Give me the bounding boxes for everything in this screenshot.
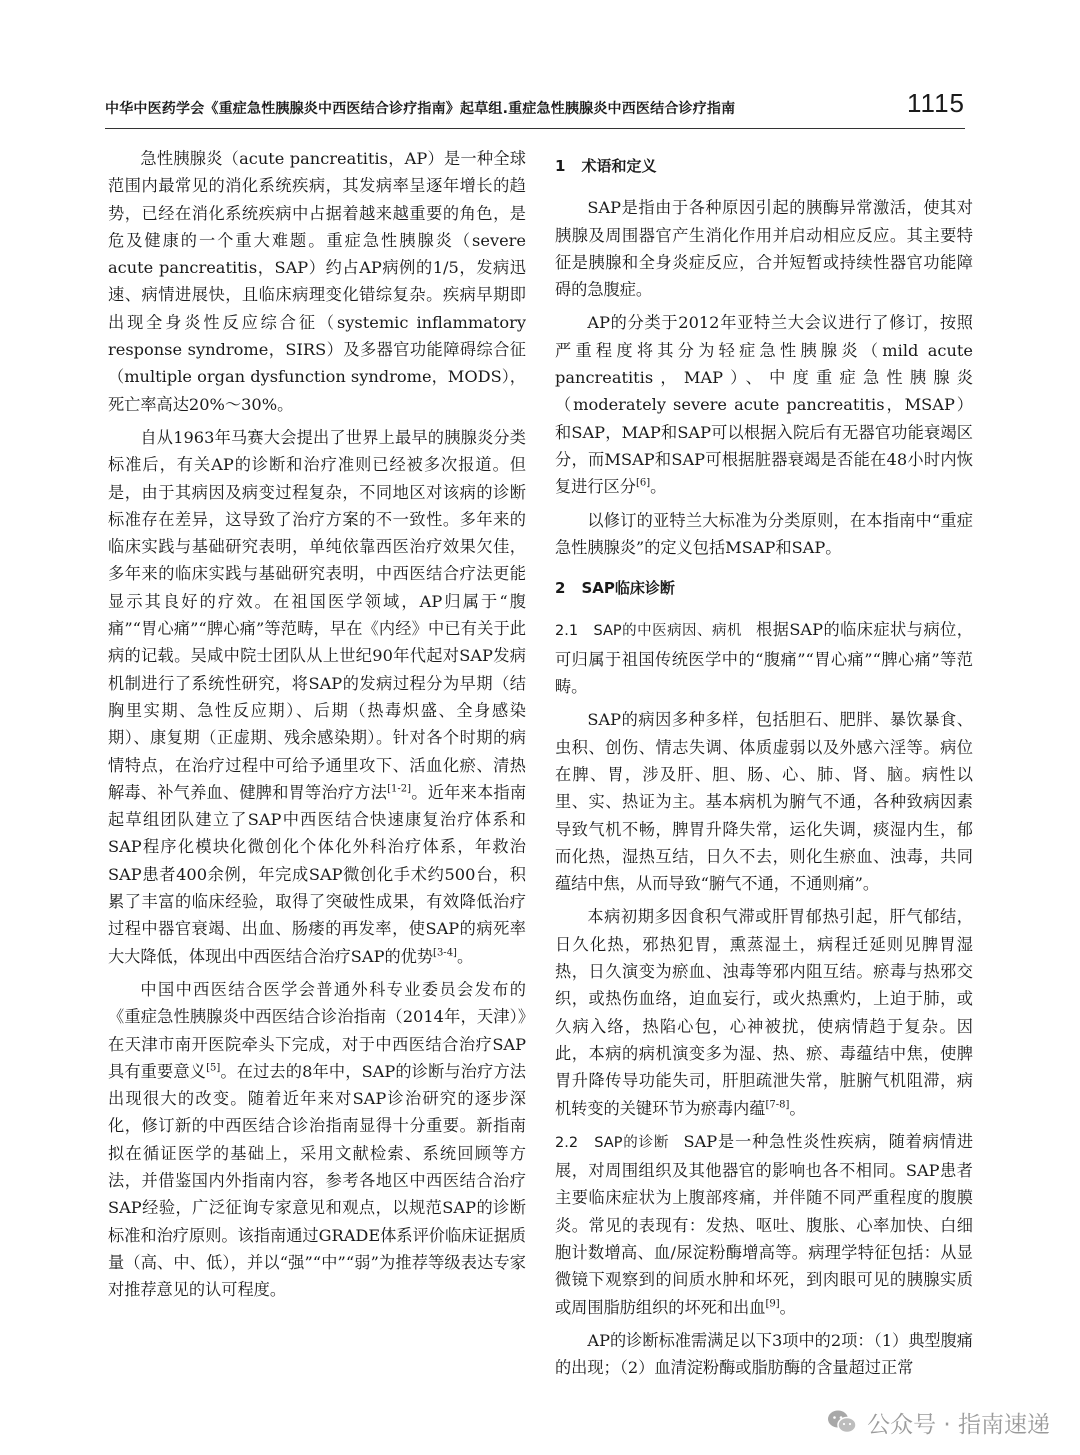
paragraph-guideline: 中国中西医结合医学会普通外科专业委员会发布的《重症急性胰腺炎中西医结合诊治指南（2014年，天津）》在天津市南开医院牵头下完成，对于中西医结合治疗SAP具有重要意义[5]。在过去的8年中，SAP的诊断与治疗方法出现很大的改变。随着近年来对SAP诊治研究的逐步深化，修订新的中西医结合诊治指南显得十分重要。新指南拟在循证医学的基础上，采用文献检索、系统回顾等方法，并借鉴国内外指南内容，参考各地区中西医结合治疗SAP经验，广泛征询专家意见和观点，以规范SAP的诊断标准和治疗原则。该指南通过GRADE体系评价临床证据质量（高、中、低），并以“强”“中”“弱”为推荐等级表达专家对推荐意见的认可程度。 <box>108 979 526 1300</box>
subsection-title: 2.1 SAP的中医病因、病机 <box>555 623 742 640</box>
citation[interactable]: [9] <box>765 1298 780 1310</box>
paragraph-classification: AP的分类于2012年亚特兰大会议进行了修订，按照严重程度将其分为轻症急性胰腺炎（mild acute pancreatitis，MAP）、中度重症急性胰腺炎（moderately severe acute pancreatitis，MSAP）和SAP，MAP和SAP可以根据入院后有无器官功能衰竭区分，而MSAP和SAP可根据脏器衰竭是否能在48小时内恢复进行区分[6]。 <box>555 313 973 497</box>
watermark-text: 公众号 · 指南速递 <box>867 1411 1050 1438</box>
citation[interactable]: [5] <box>206 1062 221 1074</box>
subsection-title: 2.2 SAP的诊断 <box>555 1134 670 1151</box>
paragraph-etiology: SAP的病因多种多样，包括胆石、肥胖、暴饮暴食、虫积、创伤、情志失调、体质虚弱以及外感六淫等。病位在脾、胃，涉及肝、胆、肠、心、肺、肾、脑。病性以里、实、热证为主。基本病机为腑气不通，各种致病因素导致气机不畅，脾胃升降失常，运化失调，痰湿内生，郁而化热，湿热互结，日久不去，则化生瘀血、浊毒，共同蕴结中焦，从而导致“腑气不通，不通则痛”。 <box>555 710 973 894</box>
paragraph-criteria: 以修订的亚特兰大标准为分类原则，在本指南中“重症急性胰腺炎”的定义包括MSAP和SAP。 <box>555 510 973 557</box>
subsection-2-2: 2.2 SAP的诊断 SAP是一种急性炎性疾病，随着病情进展，对周围组织及其他器官的影响也各不相同。SAP患者主要临床症状为上腹部疼痛，并伴随不同严重程度的腹膜炎。常见的表现有：发热、呕吐、腹胀、心率加快、白细胞计数增高、血/尿淀粉酶增高等。病理学特征包括：从显微镜下观察到的间质水肿和坏死，到肉眼可见的胰腺实质或周围脂肪组织的坏死和出血[9]。 <box>555 1131 974 1317</box>
paragraph-intro: 急性胰腺炎（acute pancreatitis，AP）是一种全球范围内最常见的消化系统疾病，其发病率呈逐年增长的趋势，已经在消化系统疾病中占据着越来越重要的角色，是危及健康的一个重大难题。重症急性胰腺炎（severe acute pancreatitis，SAP）约占AP病例的1/5，发病迅速、病情进展快，且临床病理变化错综复杂。疾病早期即出现全身炎性反应综合征（systemic inflammatory response syndrome，SIRS）及多器官功能障碍综合征（multiple organ dysfunction syndrome，MODS），死亡率高达20%～30%。 <box>108 149 526 414</box>
paragraph-diagnosis-criteria: AP的诊断标准需满足以下3项中的2项：（1）典型腹痛的出现；（2）血清淀粉酶或脂肪酶的含量超过正常 <box>555 1330 973 1378</box>
subsection-2-1: 2.1 SAP的中医病因、病机 根据SAP的临床症状与病位，可归属于祖国传统医学中的“腹痛”“胃心痛”“脾心痛”等范畴。 <box>555 620 973 697</box>
citation[interactable]: [1-2] <box>387 783 412 795</box>
section-heading-2: 2 SAP临床诊断 <box>555 579 675 598</box>
running-header <box>105 88 965 124</box>
journal-running-title: 中华中医药学会《重症急性胰腺炎中西医结合诊疗指南》起草组.重症急性胰腺炎中西医结合诊疗指南 <box>105 101 736 117</box>
wechat-icon <box>827 1409 857 1435</box>
section-heading-1: 1 术语和定义 <box>555 157 657 175</box>
paragraph-pathogenesis: 本病初期多因食积气滞或肝胃郁热引起，肝气郁结，日久化热，邪热犯胃，熏蒸湿土，病程迁延则见脾胃湿热，日久演变为瘀血、浊毒等邪内阻互结。瘀毒与热邪交织，或热伤血络，迫血妄行，或火热熏灼，上迫于肺，或久病入络，热陷心包，心神被扰，使病情趋于复杂。因此，本病的病机演变多为湿、热、瘀、毒蕴结中焦，使脾胃升降传导功能失司，肝胆疏泄失常，脏腑气机阻滞，病机转变的关键环节为瘀毒内蕴[7-8]。 <box>555 907 973 1118</box>
citation[interactable]: [6] <box>635 477 651 489</box>
right-column <box>555 145 973 1387</box>
paragraph-history: 自从1963年马赛大会提出了世界上最早的胰腺炎分类标准后，有关AP的诊断和治疗准则已经被多次报道。但是，由于其病因及病变过程复杂，不同地区对该病的诊断标准存在差异，这导致了治疗方案的不一致性。多年来的临床实践与基础研究表明，单纯依靠西医治疗效果欠佳，多年来的临床实践与基础研究表明，中西医结合疗法更能显示其良好的疗效。在祖国医学领域，AP归属于“腹痛”“胃心痛”“脾心痛”等范畴，早在《内经》中已有关于此病的记载。吴咸中院士团队从上世纪90年代起对SAP发病机制进行了系统性研究，将SAP的发病过程分为早期（结胸里实期、急性反应期）、后期（热毒炽盛、全身感染期）、康复期（正虚期、残余感染期）。针对各个时期的病情特点，在治疗过程中可给予通里攻下、活血化瘀、清热解毒、补气养血、健脾和胃等治疗方法[1-2]。近年来本指南起草组团队建立了SAP中西医结合快速康复治疗体系和SAP程序化模块化微创化个体化外科治疗体系，年救治SAP患者400余例，年完成SAP微创化手术约500台，积累了丰富的临床经验，取得了突破性成果，有效降低治疗过程中器官衰竭、出血、肠瘘的再发率，使SAP的病死率大大降低，体现出中西医结合治疗SAP的优势[3-4]。 <box>108 427 527 966</box>
left-column <box>108 145 526 1309</box>
header-rule <box>105 128 965 129</box>
watermark <box>827 1407 1050 1437</box>
page-number: 1115 <box>907 88 965 118</box>
citation[interactable]: [7-8] <box>765 1099 790 1111</box>
citation[interactable]: [3-4] <box>433 947 457 959</box>
paragraph-definition: SAP是指由于各种原因引起的胰酶异常激活，使其对胰腺及周围器官产生消化作用并启动相应反应。其主要特征是胰腺和全身炎症反应，合并短暂或持续性器官功能障碍的急腹症。 <box>555 198 973 300</box>
